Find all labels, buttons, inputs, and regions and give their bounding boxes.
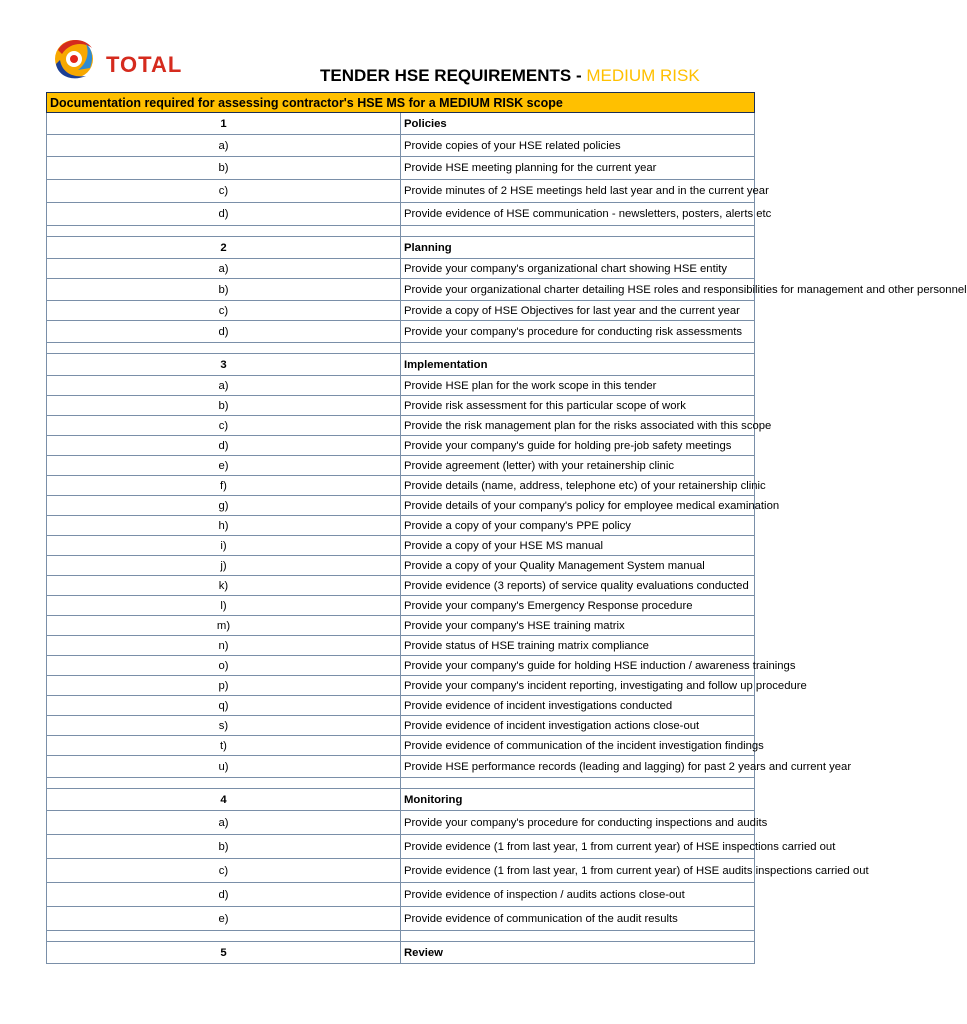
requirement-row [47, 756, 755, 778]
section-header-row [47, 942, 755, 964]
item-label: o) [47, 656, 401, 676]
brand-name: TOTAL [106, 52, 183, 77]
section-number: 5 [47, 942, 401, 964]
item-label: p) [47, 676, 401, 696]
item-label: b) [47, 279, 401, 301]
section-title: Planning [401, 237, 755, 259]
spacer-row [47, 778, 755, 789]
item-text: Provide details (name, address, telephone etc) of your retainership clinic [401, 476, 755, 496]
item-text: Provide evidence of incident investigation actions close-out [401, 716, 755, 736]
item-label: c) [47, 416, 401, 436]
spacer-cell [401, 343, 755, 354]
requirement-row [47, 616, 755, 636]
requirement-row [47, 157, 755, 180]
item-text: Provide HSE meeting planning for the current year [401, 157, 755, 180]
item-label: d) [47, 321, 401, 343]
spacer-cell [401, 778, 755, 789]
requirement-row [47, 476, 755, 496]
requirement-row [47, 456, 755, 476]
item-label: e) [47, 456, 401, 476]
item-label: d) [47, 436, 401, 456]
item-label: s) [47, 716, 401, 736]
requirement-row [47, 576, 755, 596]
requirement-row [47, 676, 755, 696]
item-label: t) [47, 736, 401, 756]
item-text: Provide a copy of your Quality Management System manual [401, 556, 755, 576]
spacer-cell [47, 226, 401, 237]
item-label: m) [47, 616, 401, 636]
item-text: Provide minutes of 2 HSE meetings held last year and in the current year [401, 180, 755, 203]
item-label: f) [47, 476, 401, 496]
requirement-row [47, 636, 755, 656]
requirement-row [47, 416, 755, 436]
item-text: Provide evidence of inspection / audits actions close-out [401, 883, 755, 907]
item-text: Provide your company's guide for holding HSE induction / awareness trainings [401, 656, 755, 676]
section-header-row [47, 354, 755, 376]
requirement-row [47, 321, 755, 343]
item-text: Provide your company's HSE training matrix [401, 616, 755, 636]
item-text: Provide evidence of communication of the audit results [401, 907, 755, 931]
item-text: Provide evidence of HSE communication - newsletters, posters, alerts etc [401, 203, 755, 226]
item-text: Provide your company's organizational chart showing HSE entity [401, 259, 755, 279]
item-text: Provide evidence of communication of the incident investigation findings [401, 736, 755, 756]
item-text: Provide agreement (letter) with your retainership clinic [401, 456, 755, 476]
spacer-row [47, 343, 755, 354]
section-number: 4 [47, 789, 401, 811]
section-title: Monitoring [401, 789, 755, 811]
item-text: Provide a copy of your company's PPE policy [401, 516, 755, 536]
requirement-row [47, 436, 755, 456]
item-text: Provide risk assessment for this particular scope of work [401, 396, 755, 416]
section-header-row [47, 237, 755, 259]
spacer-cell [47, 778, 401, 789]
item-text: Provide your company's Emergency Response procedure [401, 596, 755, 616]
section-number: 1 [47, 113, 401, 135]
item-text: Provide the risk management plan for the risks associated with this scope [401, 416, 755, 436]
item-label: q) [47, 696, 401, 716]
item-text: Provide evidence (1 from last year, 1 from current year) of HSE audits inspections carried out [401, 859, 755, 883]
item-label: u) [47, 756, 401, 778]
item-label: c) [47, 180, 401, 203]
requirement-row [47, 135, 755, 157]
item-text: Provide status of HSE training matrix compliance [401, 636, 755, 656]
item-label: a) [47, 376, 401, 396]
item-label: d) [47, 883, 401, 907]
item-label: c) [47, 301, 401, 321]
spacer-cell [47, 343, 401, 354]
item-label: a) [47, 135, 401, 157]
requirement-row [47, 883, 755, 907]
requirement-row [47, 656, 755, 676]
item-text: Provide HSE plan for the work scope in this tender [401, 376, 755, 396]
requirements-table [46, 92, 967, 964]
item-label: n) [47, 636, 401, 656]
spacer-cell [401, 931, 755, 942]
title-main: TENDER HSE REQUIREMENTS - [320, 66, 587, 85]
requirement-row [47, 259, 755, 279]
item-text: Provide your company's procedure for conducting inspections and audits [401, 811, 755, 835]
page-title [320, 66, 754, 86]
banner-text: Documentation required for assessing contractor's HSE MS for a MEDIUM RISK scope [47, 93, 755, 113]
requirement-row [47, 859, 755, 883]
item-text: Provide your company's procedure for conducting risk assessments [401, 321, 755, 343]
section-header-row [47, 113, 755, 135]
requirement-row [47, 907, 755, 931]
document-header [0, 0, 768, 94]
total-logo-icon [50, 34, 96, 82]
banner-row [47, 93, 755, 113]
item-text: Provide your company's guide for holding pre-job safety meetings [401, 436, 755, 456]
item-text: Provide your company's incident reporting, investigating and follow up procedure [401, 676, 755, 696]
item-label: j) [47, 556, 401, 576]
requirement-row [47, 716, 755, 736]
requirement-row [47, 835, 755, 859]
item-text: Provide evidence of incident investigations conducted [401, 696, 755, 716]
item-text: Provide HSE performance records (leading and lagging) for past 2 years and current year [401, 756, 755, 778]
item-label: a) [47, 811, 401, 835]
spacer-cell [401, 226, 755, 237]
item-label: g) [47, 496, 401, 516]
item-text: Provide a copy of your HSE MS manual [401, 536, 755, 556]
section-header-row [47, 789, 755, 811]
requirement-row [47, 556, 755, 576]
spacer-row [47, 931, 755, 942]
item-text: Provide your organizational charter detailing HSE roles and responsibilities for management and other personnel [401, 279, 755, 301]
requirement-row [47, 516, 755, 536]
spacer-row [47, 226, 755, 237]
requirement-row [47, 736, 755, 756]
item-label: e) [47, 907, 401, 931]
item-label: a) [47, 259, 401, 279]
requirement-row [47, 536, 755, 556]
requirement-row [47, 180, 755, 203]
item-text: Provide evidence (1 from last year, 1 from current year) of HSE inspections carried out [401, 835, 755, 859]
requirement-row [47, 596, 755, 616]
section-number: 2 [47, 237, 401, 259]
section-title: Policies [401, 113, 755, 135]
item-label: l) [47, 596, 401, 616]
item-label: c) [47, 859, 401, 883]
requirement-row [47, 496, 755, 516]
requirement-row [47, 203, 755, 226]
item-text: Provide a copy of HSE Objectives for last year and the current year [401, 301, 755, 321]
section-title: Review [401, 942, 755, 964]
item-label: h) [47, 516, 401, 536]
item-label: b) [47, 157, 401, 180]
spacer-cell [47, 931, 401, 942]
item-text: Provide details of your company's policy for employee medical examination [401, 496, 755, 516]
requirement-row [47, 301, 755, 321]
item-label: d) [47, 203, 401, 226]
requirement-row [47, 376, 755, 396]
title-risk-level: MEDIUM RISK [586, 66, 700, 85]
requirement-row [47, 279, 755, 301]
requirement-row [47, 696, 755, 716]
requirement-row [47, 811, 755, 835]
item-label: k) [47, 576, 401, 596]
item-text: Provide copies of your HSE related policies [401, 135, 755, 157]
item-label: b) [47, 835, 401, 859]
item-label: b) [47, 396, 401, 416]
section-title: Implementation [401, 354, 755, 376]
requirement-row [47, 396, 755, 416]
item-label: i) [47, 536, 401, 556]
item-text: Provide evidence (3 reports) of service quality evaluations conducted [401, 576, 755, 596]
section-number: 3 [47, 354, 401, 376]
